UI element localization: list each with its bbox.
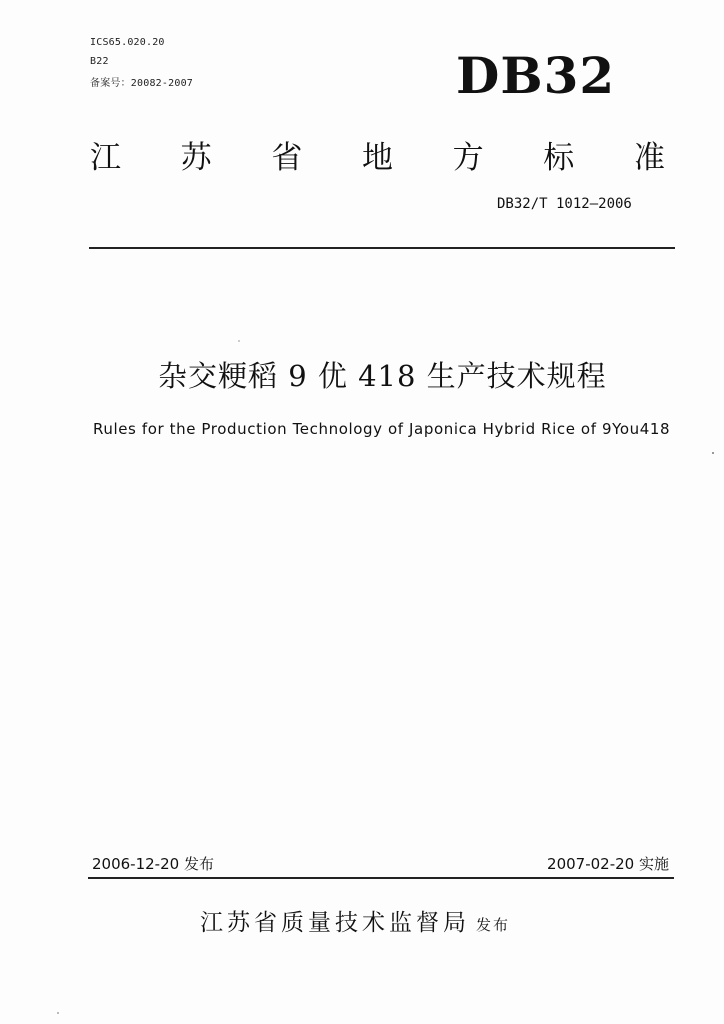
standard-type-char: 准 xyxy=(633,140,665,176)
db-code-logo: DB32 xyxy=(456,46,616,105)
implement-date: 2007-02-20 实施 xyxy=(547,855,669,873)
scan-speck xyxy=(238,340,240,342)
bottom-divider xyxy=(88,877,674,879)
ccs-code: B22 xyxy=(90,56,109,67)
scan-speck xyxy=(57,1012,59,1014)
issuing-authority xyxy=(200,904,510,937)
record-number: 备案号：20082-2007 xyxy=(90,78,194,89)
standard-type-char: 江 xyxy=(90,140,121,176)
top-divider xyxy=(89,247,675,249)
standard-type-char: 标 xyxy=(543,140,575,176)
standard-type-char: 苏 xyxy=(180,140,212,176)
standard-type-heading xyxy=(90,132,665,177)
standard-type-char: 方 xyxy=(452,140,484,176)
issuer-name: 江苏省质量技术监督局 xyxy=(200,910,470,936)
issuer-suffix: 发布 xyxy=(476,916,511,934)
ics-code: ICS65.020.20 xyxy=(90,37,165,48)
title-english: Rules for the Production Technology of Japonica Hybrid Rice of 9You418 xyxy=(93,420,671,438)
title-chinese: 杂交粳稻 9 优 418 生产技术规程 xyxy=(158,359,607,393)
scan-speck xyxy=(712,452,714,454)
publish-date: 2006-12-20 发布 xyxy=(92,855,214,873)
standard-number: DB32/T 1012—2006 xyxy=(497,196,632,212)
standard-type-char: 地 xyxy=(361,140,393,176)
standard-type-char: 省 xyxy=(271,140,303,176)
